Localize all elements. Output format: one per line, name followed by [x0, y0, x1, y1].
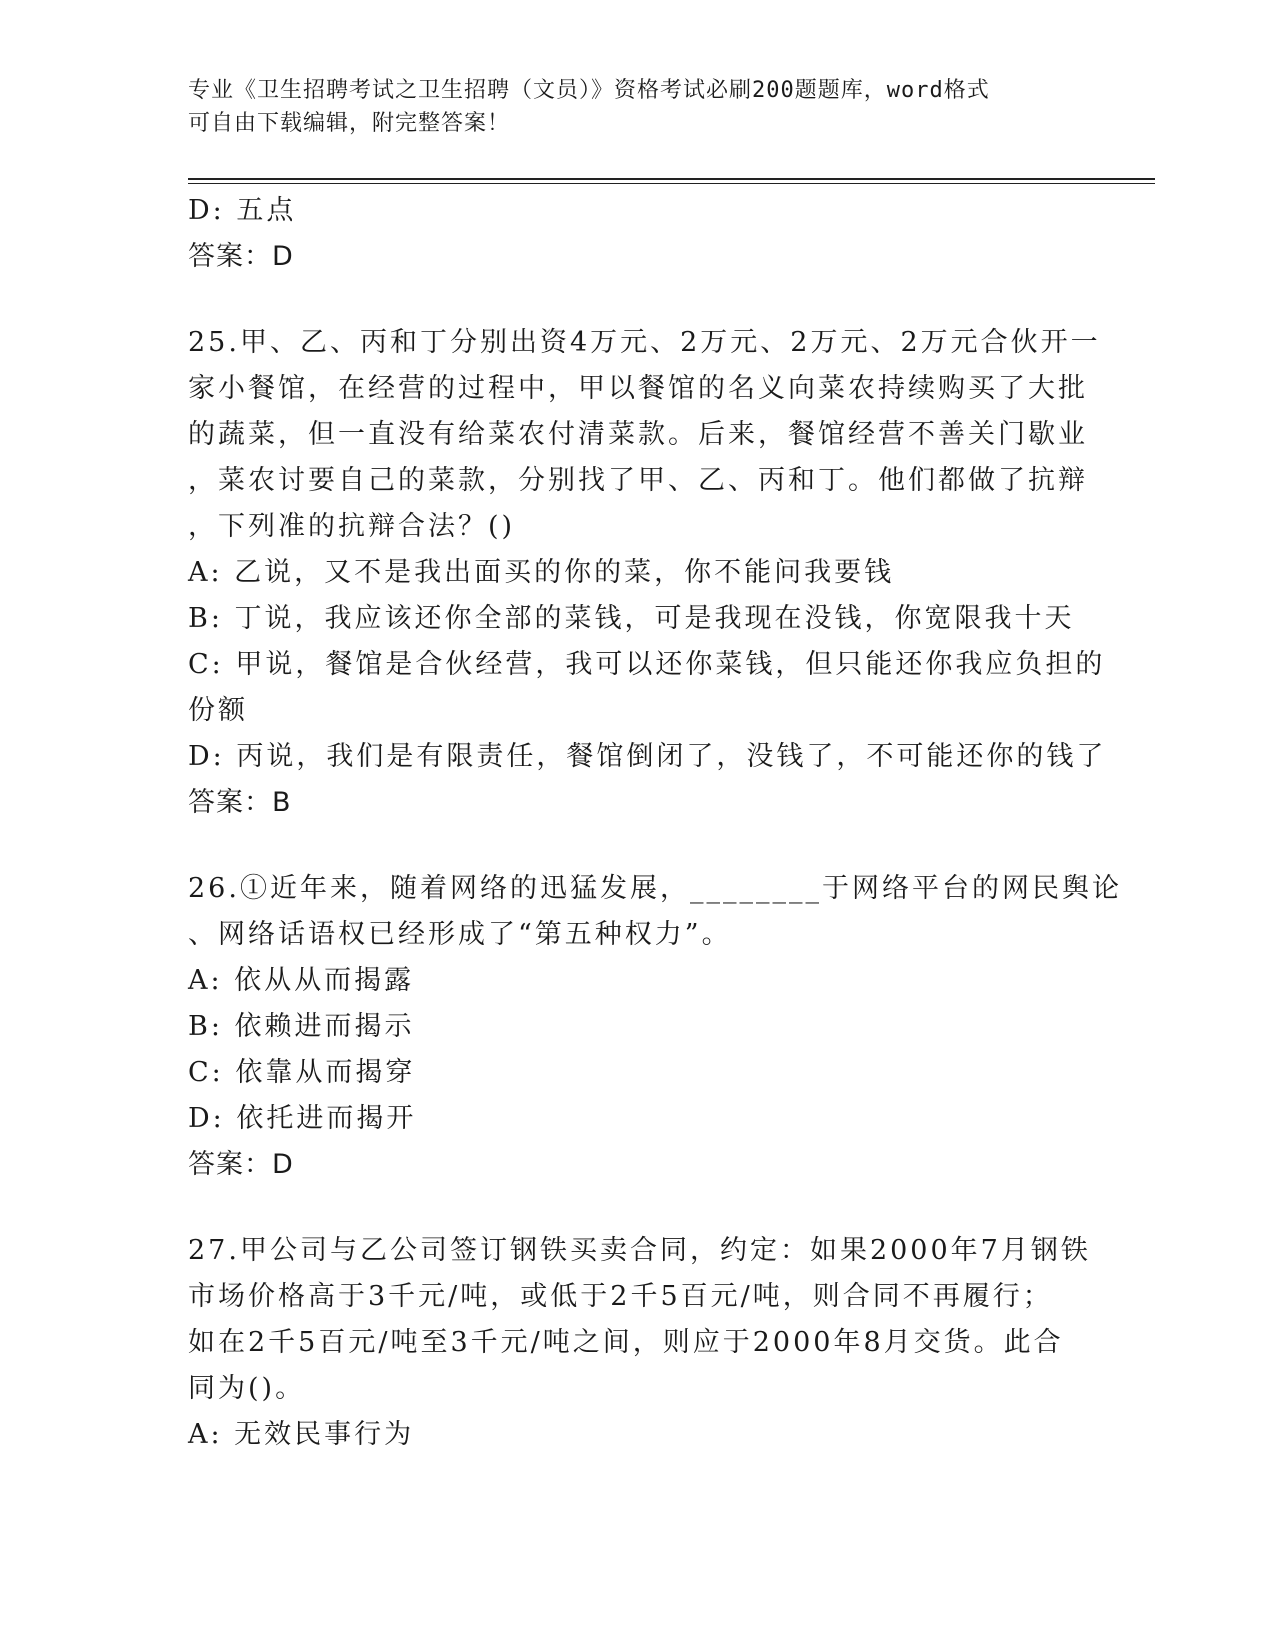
answer-line: 答案：B [188, 787, 292, 818]
option-b: B: 依赖进而揭示 [188, 1011, 415, 1042]
option-c: C: 依靠从而揭穿 [188, 1057, 416, 1088]
answer-line: 答案：D [188, 241, 294, 272]
question-26 [188, 866, 1122, 1188]
option-a: A: 依从从而揭露 [188, 965, 415, 996]
option-a: A: 乙说，又不是我出面买的你的菜，你不能问我要钱 [188, 557, 895, 588]
question-text-line: 26.①近年来，随着网络的迅猛发展，________于网络平台的网民舆论 [188, 873, 1122, 904]
header-rule-thick [188, 178, 1155, 180]
option-d: D: 依托进而揭开 [188, 1103, 417, 1134]
question-text-line: ，下列准的抗辩合法？() [188, 511, 516, 542]
question-text-line: ，菜农讨要自己的菜款，分别找了甲、乙、丙和丁。他们都做了抗辩 [188, 465, 1088, 496]
question-27 [188, 1228, 1091, 1458]
question-text-line: 25.甲、乙、丙和丁分别出资4万元、2万元、2万元、2万元合伙开一 [188, 327, 1101, 358]
question-text-line: 市场价格高于3千元/吨，或低于2千5百元/吨，则合同不再履行； [188, 1281, 1053, 1312]
option-c: C: 甲说，餐馆是合伙经营，我可以还你菜钱，但只能还你我应负担的 [188, 649, 1106, 680]
question-content [188, 188, 1122, 1458]
question-text-line: 的蔬菜，但一直没有给菜农付清菜款。后来，餐馆经营不善关门歇业 [188, 419, 1088, 450]
header-line-1: 专业《卫生招聘考试之卫生招聘（文员）》资格考试必刷200题题库，word格式 [188, 78, 990, 103]
option-b: B: 丁说，我应该还你全部的菜钱，可是我现在没钱，你宽限我十天 [188, 603, 1075, 634]
question-25 [188, 320, 1107, 826]
question-block-tail [188, 188, 1088, 280]
page-header [188, 74, 1088, 140]
question-text-line: 、网络话语权已经形成了“第五种权力”。 [188, 919, 732, 950]
answer-line: 答案：D [188, 1149, 294, 1180]
option-d: D: 五点 [188, 195, 297, 226]
option-c-continued: 份额 [188, 695, 248, 726]
option-d: D: 丙说，我们是有限责任，餐馆倒闭了，没钱了，不可能还你的钱了 [188, 741, 1107, 772]
question-text-line: 如在2千5百元/吨至3千元/吨之间，则应于2000年8月交货。此合 [188, 1327, 1064, 1358]
question-text-line: 家小餐馆，在经营的过程中，甲以餐馆的名义向菜农持续购买了大批 [188, 373, 1088, 404]
header-rule-thin [188, 183, 1155, 184]
header-line-2: 可自由下载编辑，附完整答案！ [188, 111, 511, 136]
option-a: A: 无效民事行为 [188, 1419, 415, 1450]
question-text-line: 27.甲公司与乙公司签订钢铁买卖合同，约定：如果2000年7月钢铁 [188, 1235, 1091, 1266]
question-text-line: 同为()。 [188, 1373, 306, 1404]
